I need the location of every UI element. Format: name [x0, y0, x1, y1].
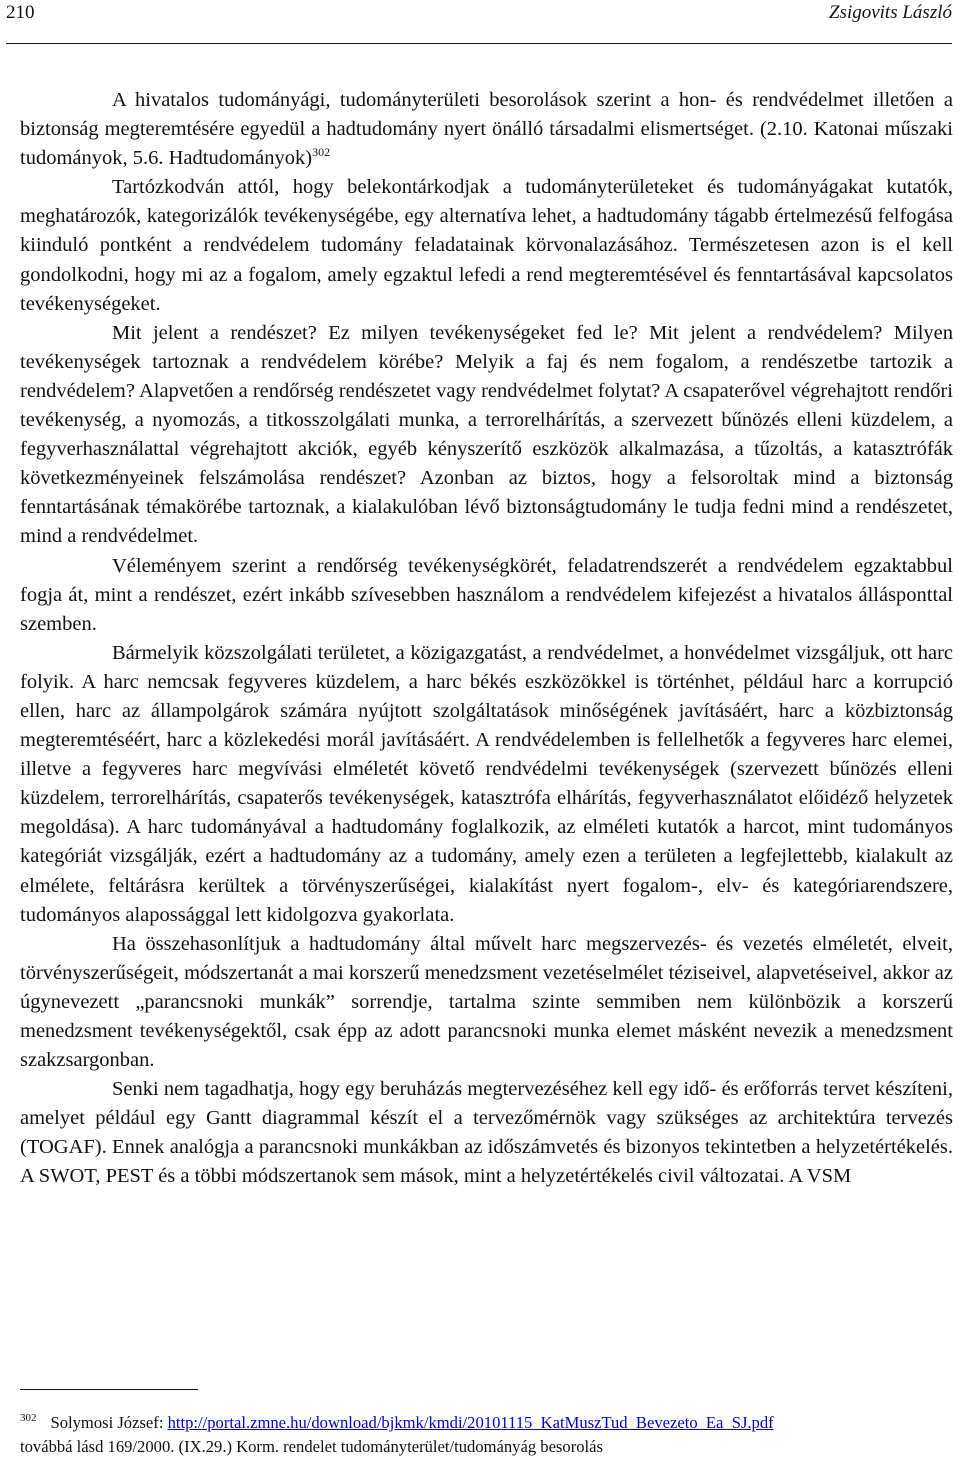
- paragraph: Senki nem tagadhatja, hogy egy beruházás megtervezéséhez kell egy idő- és erőforrás tervet készíteni, amelyet például egy Gantt diagrammal készít el a tervezőmérnök vagy szükséges az architektúra tervezés (TOGAF). Ennek analógja a parancsnoki munkákban az időszámvetés és bizonyos tekintetben a helyzetértékelés. A SWOT, PEST és a többi módszertanok sem mások, mint a helyzetértékelés civil változatai. A VSM: [20, 1078, 953, 1188]
- paragraph: Mit jelent a rendészet? Ez milyen tevékenységeket fed le? Mit jelent a rendvédelem? Milyen tevékenységek tartoznak a rendvédelem körébe? Melyik a faj és nem fogalom, a rendészetbe tartozik a rendvédelem? Alapvetően a rendőrség rendészetet vagy rendvédelmet folytat? A csapaterővel végrehajtott rendőri tevékenység, a nyomozás, a titkosszolgálati munka, a terrorelhárítás, a szervezett bűnözés elleni küzdelem, a fegyverhasználattal végrehajtott akciók, egyéb kényszerítő eszközök alkalmazása, a tűzoltás, a katasztrófák következményeinek felszámolása rendészet? Azonban az biztos, hogy a felsoroltak mind a biztonság fenntartásának témakörébe tartoznak, a kialakulóban lévő biztonságtudomány le tudja fedni mind a rendészetet, mind a rendvédelmet.: [20, 321, 953, 548]
- paragraph: [20, 86, 953, 173]
- footnote: [20, 1411, 955, 1435]
- page-number: 210: [6, 2, 35, 23]
- footnotes: [20, 1411, 955, 1459]
- footnote-reference[interactable]: 302: [312, 145, 331, 160]
- footnote-divider: [20, 1389, 198, 1390]
- paragraph: Tartózkodván attól, hogy belekontárkodjak a tudományterületeket és tudományágakat kutatók, meghatározók, kategorizálók tevékenységébe, egy alternatíva lehet, a hadtudomány tágabb értelmezésű felfogása kiinduló pontként a rendvédelem tudomány feladatainak körvonalazásához. Természetesen azon is el kell gondolkodni, hogy mi az a fogalom, amely egzaktul lefedi a rend megteremtésével és fenntartásával kapcsolatos tevékenységeket.: [20, 176, 953, 315]
- footnote-continuation: továbbá lásd 169/2000. (IX.29.) Korm. rendelet tudományterület/tudományág besorolás: [20, 1437, 603, 1456]
- footnote-text: Solymosi József:: [50, 1413, 168, 1432]
- paragraph: Bármelyik közszolgálati területet, a közigazgatást, a rendvédelmet, a honvédelmet vizsgáljuk, ott harc folyik. A harc nemcsak fegyveres küzdelem, a harc békés eszközökkel is történhet, például harc a korrupció ellen, harc az állampolgárok számára nyújtott szolgáltatások minőségének javításáért, harc a közbiztonság megteremtéséért, harc a közlekedési morál javításáért. A rendvédelemben is fellelhetők a fegyveres harc elemei, illetve a fegyveres harc megvívási elméletét követő rendvédelmi tevékenységek (szervezett bűnözés elleni küzdelem, terrorelhárítás, csapaterős tevékenységek, katasztrófa elhárítás, fegyverhasználatot előidéző helyzetek megoldása). A harc tudományával a hadtudomány foglalkozik, az elméleti kutatók a harcot, mint tudományos kategóriát vizsgálják, ezért a hadtudomány az a tudomány, amely ezen a területen a legfejlettebb, kialakult az elmélete, feltárásra kerültek a törvényszerűségei, kialakítást nyert fogalom-, elv- és kategóriarendszere, tudományos alapossággal lett kidolgozva gyakorlata.: [20, 641, 953, 926]
- page-header: [6, 0, 952, 44]
- paragraph-text: A hivatalos tudományági, tudományterületi besorolások szerint a hon- és rendvédelmet illetően a biztonság megteremtésére egyedül a hadtudomány nyert önálló társadalmi elismertséget. (2.10. Katonai műszaki tudományok, 5.6. Hadtudományok): [20, 89, 953, 170]
- paragraph: Véleményem szerint a rendőrség tevékenységkörét, feladatrendszerét a rendvédelem egzaktabbul fogja át, mint a rendészet, ezért inkább szívesebben használom a rendvédelem kifejezést a hivatalos állásponttal szemben.: [20, 554, 953, 635]
- paragraph: Ha összehasonlítjuk a hadtudomány által művelt harc megszervezés- és vezetés elméletét, elveit, törvényszerűségeit, módszertanát a mai korszerű menedzsment vezetéselmélet téziseivel, alapvetéseivel, akkor az úgynevezett „parancsnoki munkák” sorrendje, tartalma szinte semmiben nem különbözik a korszerű menedzsment tevékenységektől, csak épp az adott parancsnoki munka elemet másként nevezik a menedzsment szakzsargonban.: [20, 932, 953, 1072]
- footnote-mark: 302: [20, 1412, 37, 1424]
- footnote-link[interactable]: http://portal.zmne.hu/download/bjkmk/kmdi/20101115_KatMuszTud_Bevezeto_Ea_SJ.pdf: [167, 1413, 774, 1432]
- body-text: [20, 86, 953, 1192]
- running-author: Zsigovits László: [828, 2, 952, 23]
